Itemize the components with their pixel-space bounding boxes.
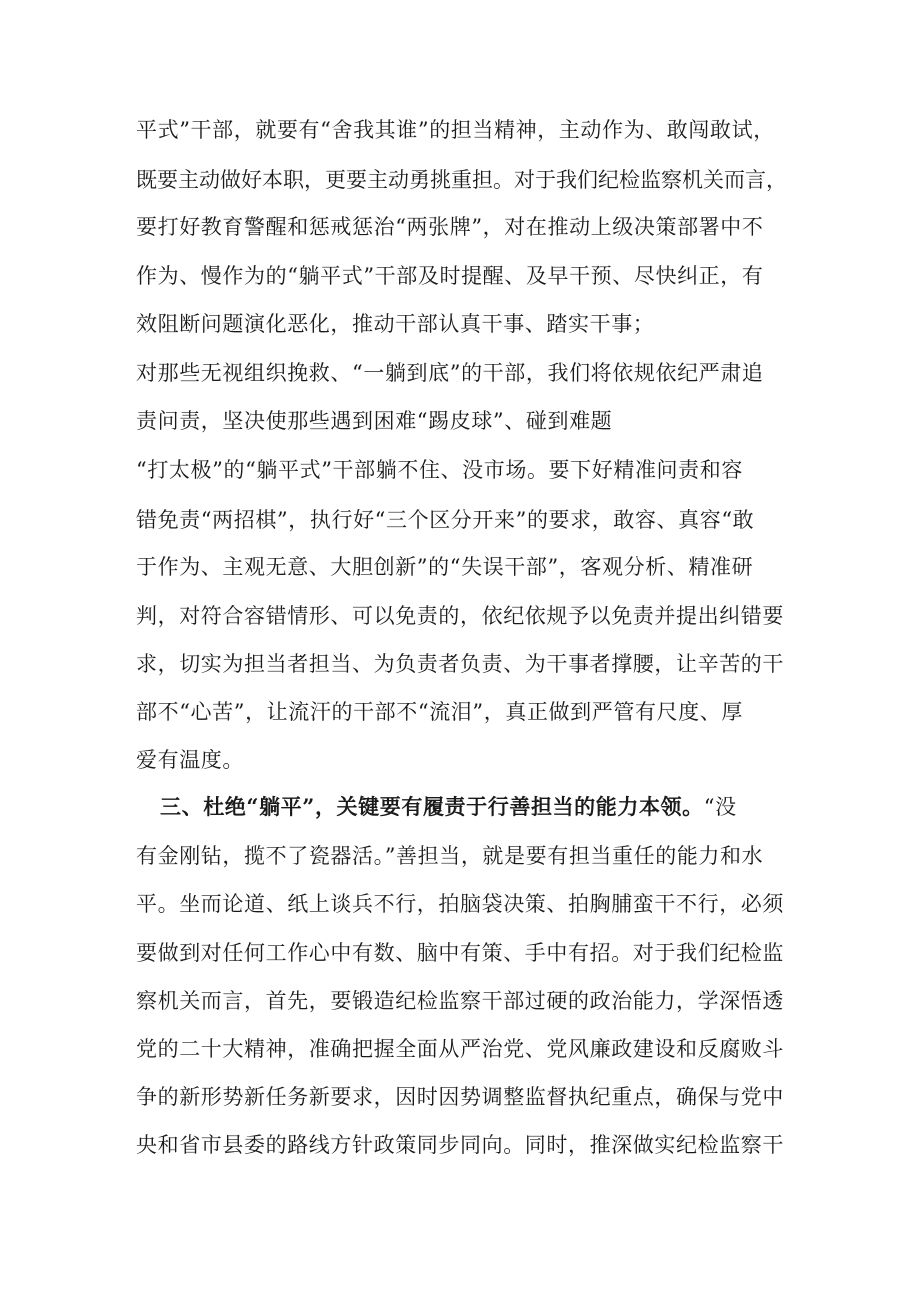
paragraph-line: 党的二十大精神，准确把握全面从严治党、党风廉政建设和反腐败斗 [136,1037,784,1061]
paragraph-line: 责问责，坚决使那些遇到困难“踢皮球”、碰到难题 [136,409,613,433]
paragraph-line: 求，切实为担当者担当、为负责者负责、为干事者撑腰，让辛苦的干 [136,652,784,676]
paragraph-line: 爱有温度。 [136,748,244,772]
paragraph-line: 有金刚钻，揽不了瓷器活。”善担当，就是要有担当重任的能力和水 [136,844,764,868]
paragraph-line: 央和省市县委的路线方针政策同步同向。同时，推深做实纪检监察干 [136,1133,784,1157]
paragraph-line: 判，对符合容错情形、可以免责的，依纪依规予以免责并提出纠错要 [136,604,784,628]
paragraph-line: 对那些无视组织挽救、“一躺到底”的干部，我们将依规依纪严肃追 [136,361,764,385]
section-3-heading: 三、杜绝“躺平”，关键要有履责于行善担当的能力本领。 [160,794,704,819]
paragraph-line: 部不“心苦”，让流汗的干部不“流泪”，真正做到严管有尺度、厚 [136,700,743,724]
paragraph-line: 察机关而言，首先，要锻造纪检监察干部过硬的政治能力，学深悟透 [136,989,784,1013]
section-3-first-line [160,787,737,827]
paragraph-line: 错免责“两招棋”，执行好“三个区分开来”的要求，敢容、真容“敢 [136,508,755,532]
paragraph-line: 平。坐而论道、纸上谈兵不行，拍脑袋决策、拍胸脯蛮干不行，必须 [136,892,784,916]
paragraph-line: 于作为、主观无意、大胆创新”的“失误干部”，客观分析、精准研 [136,555,754,579]
paragraph-line: 要打好教育警醒和惩戒惩治“两张牌”，对在推动上级决策部署中不 [136,215,764,239]
paragraph-line: 平式”干部，就要有“舍我其谁”的担当精神，主动作为、敢闯敢试， [136,118,775,142]
paragraph-line: 争的新形势新任务新要求，因时因势调整监督执纪重点，确保与党中 [136,1085,784,1109]
paragraph-line: “打太极”的“躺平式”干部躺不住、没市场。要下好精准问责和容 [136,458,743,482]
paragraph-line: 既要主动做好本职，更要主动勇挑重担。对于我们纪检监察机关而言， [136,168,787,192]
paragraph-line: 要做到对任何工作心中有数、脑中有策、手中有招。对于我们纪检监 [136,941,784,965]
section-3-first-line-rest: “没 [703,795,737,819]
paragraph-line: 效阻断问题演化恶化，推动干部认真干事、踏实干事； [136,312,655,336]
paragraph-line: 作为、慢作为的“躺平式”干部及时提醒、及早干预、尽快纠正，有 [136,264,764,288]
